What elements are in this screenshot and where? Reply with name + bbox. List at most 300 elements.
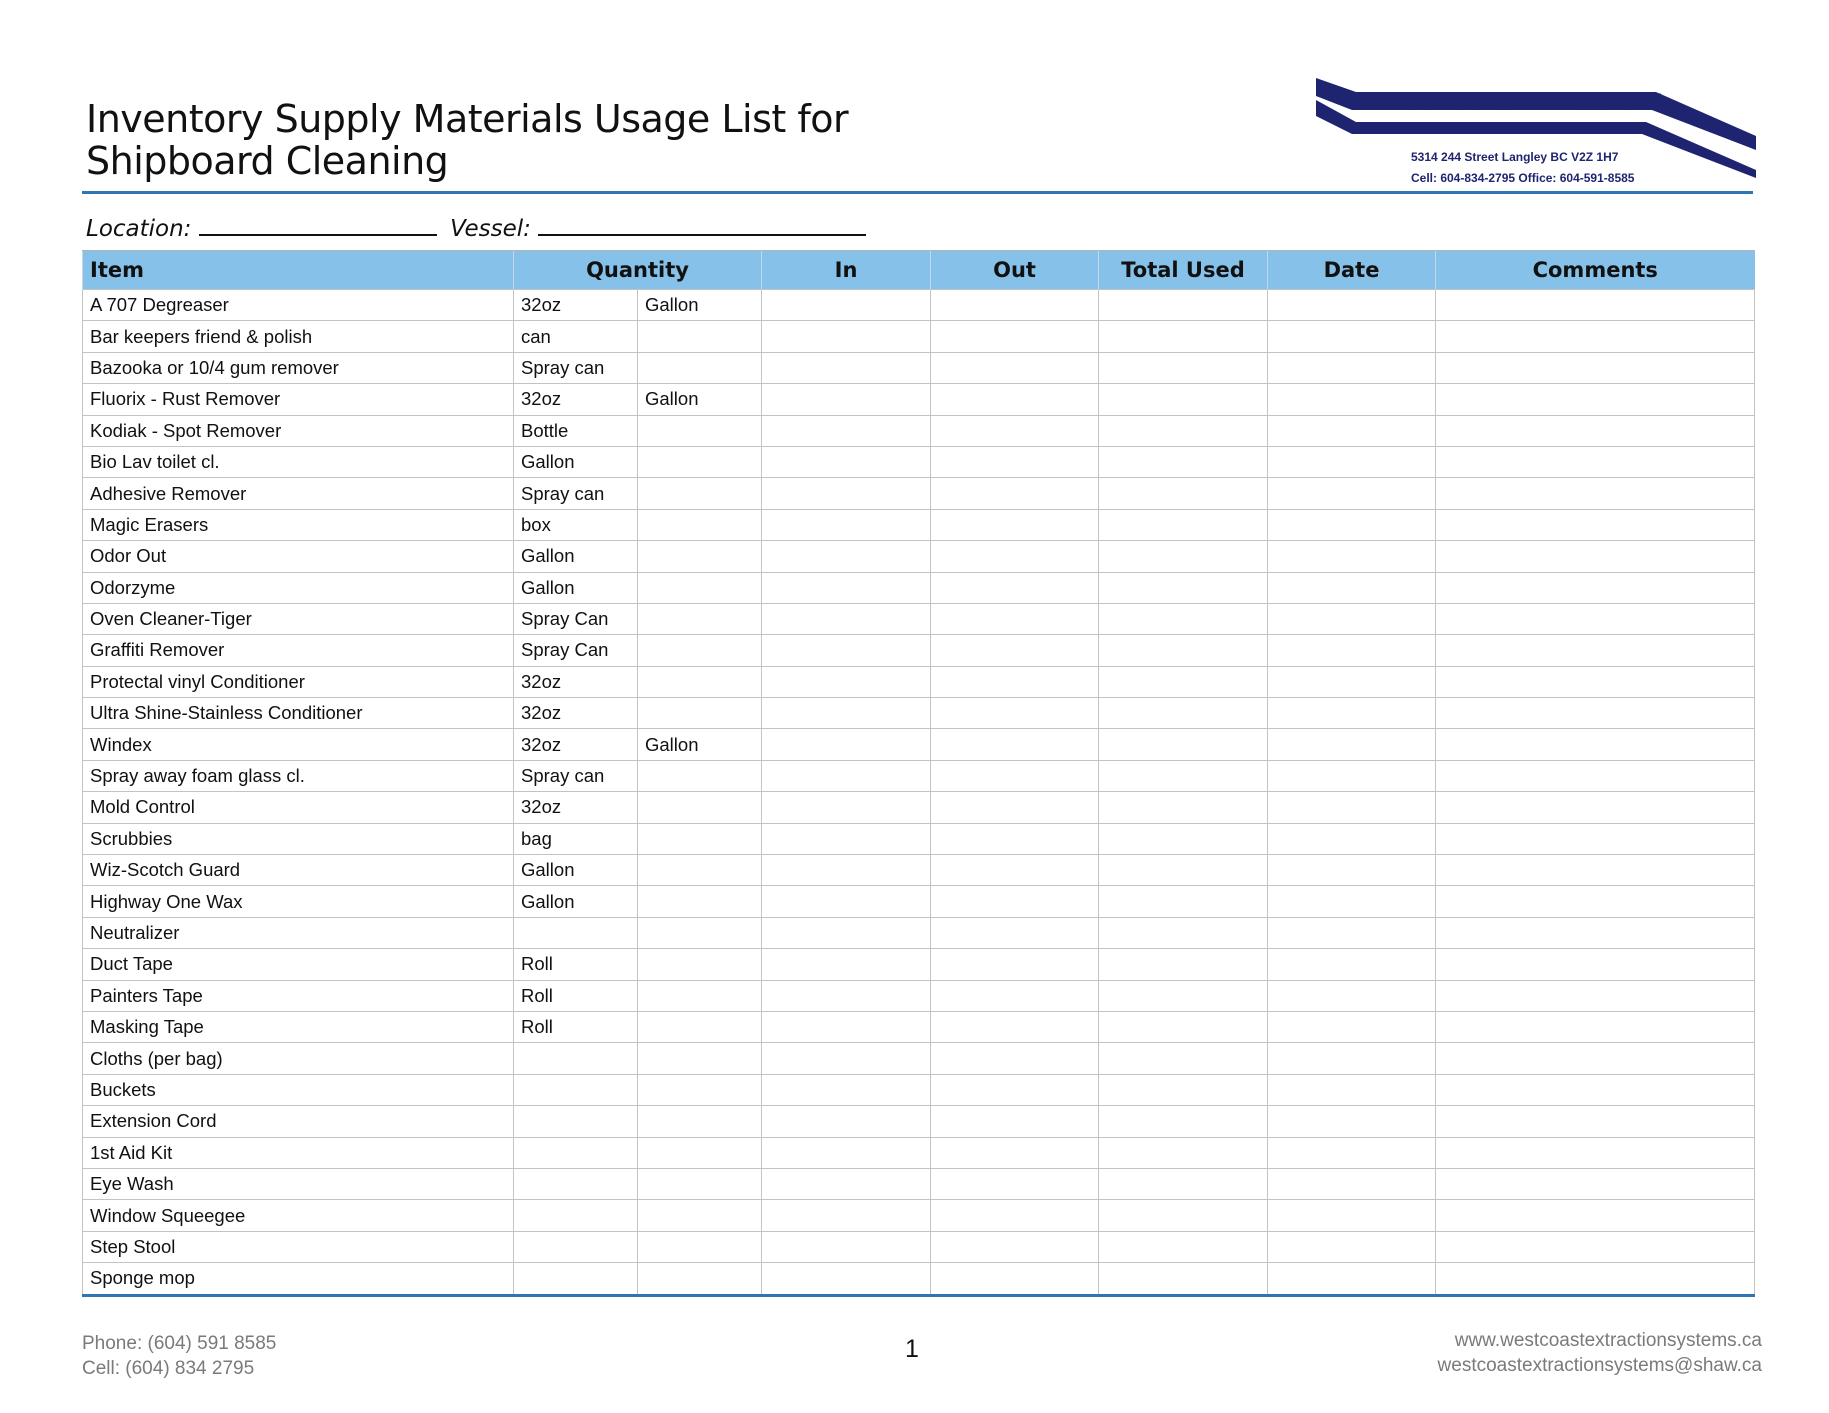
cell-in[interactable]	[762, 478, 931, 509]
cell-comments[interactable]	[1436, 321, 1755, 352]
cell-date[interactable]	[1268, 1043, 1436, 1074]
cell-total-used[interactable]	[1099, 1200, 1268, 1231]
cell-comments[interactable]	[1436, 603, 1755, 634]
cell-comments[interactable]	[1436, 1137, 1755, 1168]
cell-comments[interactable]	[1436, 980, 1755, 1011]
cell-item: Extension Cord	[83, 1106, 514, 1137]
table-row	[83, 1043, 1755, 1074]
cell-total-used[interactable]	[1099, 949, 1268, 980]
table-body	[83, 290, 1755, 1296]
cell-out[interactable]	[931, 792, 1099, 823]
table-row	[83, 1011, 1755, 1042]
cell-total-used[interactable]	[1099, 917, 1268, 948]
cell-qty-alt	[638, 1011, 762, 1042]
cell-out[interactable]	[931, 1263, 1099, 1295]
cell-comments[interactable]	[1436, 1200, 1755, 1231]
table-row	[83, 446, 1755, 477]
cell-qty-unit: Gallon	[514, 886, 638, 917]
cell-in[interactable]	[762, 1231, 931, 1262]
cell-qty-alt	[638, 635, 762, 666]
cell-total-used[interactable]	[1099, 886, 1268, 917]
title-divider	[82, 191, 1753, 194]
cell-qty-alt	[638, 1168, 762, 1199]
location-vessel-line	[86, 212, 866, 242]
cell-item: Oven Cleaner-Tiger	[83, 603, 514, 634]
cell-date[interactable]	[1268, 290, 1436, 321]
cell-item: Eye Wash	[83, 1168, 514, 1199]
cell-date[interactable]	[1268, 321, 1436, 352]
cell-qty-unit: Spray Can	[514, 635, 638, 666]
cell-comments[interactable]	[1436, 823, 1755, 854]
cell-out[interactable]	[931, 980, 1099, 1011]
cell-item: Protectal vinyl Conditioner	[83, 666, 514, 697]
cell-date[interactable]	[1268, 415, 1436, 446]
cell-qty-alt	[638, 1263, 762, 1295]
cell-comments[interactable]	[1436, 541, 1755, 572]
cell-in[interactable]	[762, 729, 931, 760]
cell-comments[interactable]	[1436, 792, 1755, 823]
cell-comments[interactable]	[1436, 886, 1755, 917]
cell-out[interactable]	[931, 478, 1099, 509]
header-total-used: Total Used	[1099, 251, 1268, 290]
cell-item: Bazooka or 10/4 gum remover	[83, 352, 514, 383]
cell-qty-unit: bag	[514, 823, 638, 854]
table-row	[83, 1200, 1755, 1231]
cell-qty-alt	[638, 855, 762, 886]
table-row	[83, 321, 1755, 352]
cell-item: Graffiti Remover	[83, 635, 514, 666]
cell-date[interactable]	[1268, 1137, 1436, 1168]
cell-in[interactable]	[762, 290, 931, 321]
cell-out[interactable]	[931, 760, 1099, 791]
cell-qty-unit: 32oz	[514, 698, 638, 729]
cell-comments[interactable]	[1436, 415, 1755, 446]
cell-date[interactable]	[1268, 698, 1436, 729]
table-row	[83, 823, 1755, 854]
cell-qty-alt: Gallon	[638, 729, 762, 760]
cell-qty-alt	[638, 541, 762, 572]
cell-in[interactable]	[762, 509, 931, 540]
cell-date[interactable]	[1268, 478, 1436, 509]
cell-qty-alt: Gallon	[638, 384, 762, 415]
cell-item: Odorzyme	[83, 572, 514, 603]
cell-item: Spray away foam glass cl.	[83, 760, 514, 791]
cell-item: Step Stool	[83, 1231, 514, 1262]
table-row	[83, 792, 1755, 823]
cell-comments[interactable]	[1436, 1011, 1755, 1042]
cell-qty-alt	[638, 666, 762, 697]
cell-in[interactable]	[762, 415, 931, 446]
cell-qty-unit	[514, 1074, 638, 1105]
cell-in[interactable]	[762, 603, 931, 634]
cell-item: A 707 Degreaser	[83, 290, 514, 321]
cell-qty-unit	[514, 917, 638, 948]
cell-qty-unit: Bottle	[514, 415, 638, 446]
cell-qty-unit: Spray Can	[514, 603, 638, 634]
cell-qty-unit: 32oz	[514, 792, 638, 823]
cell-qty-alt	[638, 478, 762, 509]
cell-item: Neutralizer	[83, 917, 514, 948]
cell-total-used[interactable]	[1099, 980, 1268, 1011]
cell-in[interactable]	[762, 1200, 931, 1231]
cell-in[interactable]	[762, 760, 931, 791]
table-row	[83, 1137, 1755, 1168]
cell-qty-unit	[514, 1263, 638, 1295]
table-row	[83, 352, 1755, 383]
table-row	[83, 666, 1755, 697]
cell-total-used[interactable]	[1099, 1231, 1268, 1262]
cell-out[interactable]	[931, 290, 1099, 321]
cell-item: Buckets	[83, 1074, 514, 1105]
cell-in[interactable]	[762, 980, 931, 1011]
cell-total-used[interactable]	[1099, 1137, 1268, 1168]
logo-company-name: West Coast Extraction Systems Ltd.	[1393, 92, 1667, 109]
cell-in[interactable]	[762, 635, 931, 666]
cell-date[interactable]	[1268, 446, 1436, 477]
header-out: Out	[931, 251, 1099, 290]
cell-qty-unit: 32oz	[514, 384, 638, 415]
cell-date[interactable]	[1268, 1074, 1436, 1105]
header-in: In	[762, 251, 931, 290]
cell-qty-unit: Gallon	[514, 572, 638, 603]
vessel-blank-field[interactable]	[538, 212, 866, 236]
cell-item: Window Squeegee	[83, 1200, 514, 1231]
cell-item: Bar keepers friend & polish	[83, 321, 514, 352]
footer-website-link[interactable]: www.westcoastextractionsystems.ca	[1454, 1330, 1762, 1351]
location-label: Location:	[86, 216, 192, 242]
cell-item: 1st Aid Kit	[83, 1137, 514, 1168]
cell-item: Windex	[83, 729, 514, 760]
cell-date[interactable]	[1268, 352, 1436, 383]
cell-total-used[interactable]	[1099, 1074, 1268, 1105]
cell-out[interactable]	[931, 949, 1099, 980]
cell-comments[interactable]	[1436, 509, 1755, 540]
cell-total-used[interactable]	[1099, 1263, 1268, 1295]
title-line-1: Inventory Supply Materials Usage List for	[86, 97, 849, 141]
cell-qty-unit	[514, 1200, 638, 1231]
table-row	[83, 949, 1755, 980]
footer-contact	[82, 1331, 276, 1381]
cell-out[interactable]	[931, 352, 1099, 383]
cell-total-used[interactable]	[1099, 729, 1268, 760]
cell-in[interactable]	[762, 321, 931, 352]
cell-in[interactable]	[762, 1106, 931, 1137]
table-row	[83, 1168, 1755, 1199]
cell-qty-alt	[638, 1200, 762, 1231]
cell-comments[interactable]	[1436, 572, 1755, 603]
cell-out[interactable]	[931, 415, 1099, 446]
cell-out[interactable]	[931, 917, 1099, 948]
cell-date[interactable]	[1268, 729, 1436, 760]
cell-comments[interactable]	[1436, 855, 1755, 886]
cell-item: Mold Control	[83, 792, 514, 823]
table-row	[83, 698, 1755, 729]
cell-qty-unit: Gallon	[514, 855, 638, 886]
cell-total-used[interactable]	[1099, 823, 1268, 854]
cell-comments[interactable]	[1436, 1043, 1755, 1074]
cell-in[interactable]	[762, 384, 931, 415]
cell-total-used[interactable]	[1099, 603, 1268, 634]
cell-qty-unit: Gallon	[514, 446, 638, 477]
cell-out[interactable]	[931, 321, 1099, 352]
cell-total-used[interactable]	[1099, 290, 1268, 321]
cell-in[interactable]	[762, 1043, 931, 1074]
cell-out[interactable]	[931, 603, 1099, 634]
cell-out[interactable]	[931, 823, 1099, 854]
cell-comments[interactable]	[1436, 1263, 1755, 1295]
cell-qty-alt	[638, 760, 762, 791]
cell-item: Duct Tape	[83, 949, 514, 980]
cell-qty-unit: Roll	[514, 949, 638, 980]
cell-qty-unit: Gallon	[514, 541, 638, 572]
table-row	[83, 1231, 1755, 1262]
cell-item: Kodiak - Spot Remover	[83, 415, 514, 446]
footer-web	[1438, 1328, 1762, 1378]
cell-comments[interactable]	[1436, 729, 1755, 760]
cell-total-used[interactable]	[1099, 509, 1268, 540]
cell-date[interactable]	[1268, 917, 1436, 948]
cell-in[interactable]	[762, 1011, 931, 1042]
cell-out[interactable]	[931, 572, 1099, 603]
cell-date[interactable]	[1268, 760, 1436, 791]
table-row	[83, 1106, 1755, 1137]
table-row	[83, 886, 1755, 917]
table-header-row	[83, 251, 1755, 290]
cell-date[interactable]	[1268, 1011, 1436, 1042]
cell-comments[interactable]	[1436, 698, 1755, 729]
table-row	[83, 509, 1755, 540]
cell-in[interactable]	[762, 1168, 931, 1199]
cell-comments[interactable]	[1436, 352, 1755, 383]
cell-out[interactable]	[931, 1137, 1099, 1168]
header-quantity: Quantity	[514, 251, 762, 290]
cell-total-used[interactable]	[1099, 572, 1268, 603]
cell-out[interactable]	[931, 855, 1099, 886]
cell-in[interactable]	[762, 1074, 931, 1105]
cell-out[interactable]	[931, 1011, 1099, 1042]
cell-date[interactable]	[1268, 635, 1436, 666]
cell-total-used[interactable]	[1099, 321, 1268, 352]
header-item: Item	[83, 251, 514, 290]
cell-date[interactable]	[1268, 666, 1436, 697]
cell-date[interactable]	[1268, 855, 1436, 886]
cell-date[interactable]	[1268, 792, 1436, 823]
header-date: Date	[1268, 251, 1436, 290]
cell-total-used[interactable]	[1099, 666, 1268, 697]
cell-qty-alt	[638, 415, 762, 446]
cell-item: Masking Tape	[83, 1011, 514, 1042]
cell-out[interactable]	[931, 1106, 1099, 1137]
cell-item: Scrubbies	[83, 823, 514, 854]
cell-comments[interactable]	[1436, 1074, 1755, 1105]
cell-qty-alt	[638, 792, 762, 823]
cell-in[interactable]	[762, 917, 931, 948]
table-row	[83, 478, 1755, 509]
cell-comments[interactable]	[1436, 478, 1755, 509]
cell-date[interactable]	[1268, 980, 1436, 1011]
cell-qty-unit: Spray can	[514, 352, 638, 383]
cell-date[interactable]	[1268, 1106, 1436, 1137]
footer-phone: Phone: (604) 591 8585	[82, 1333, 277, 1354]
cell-qty-alt	[638, 949, 762, 980]
cell-out[interactable]	[931, 509, 1099, 540]
cell-in[interactable]	[762, 1137, 931, 1168]
cell-qty-unit	[514, 1043, 638, 1074]
cell-qty-alt	[638, 1106, 762, 1137]
cell-qty-unit	[514, 1106, 638, 1137]
cell-qty-alt	[638, 980, 762, 1011]
cell-comments[interactable]	[1436, 917, 1755, 948]
table-row	[83, 415, 1755, 446]
table-row	[83, 1074, 1755, 1105]
cell-in[interactable]	[762, 666, 931, 697]
table-row	[83, 760, 1755, 791]
table-row	[83, 1263, 1755, 1295]
cell-qty-unit: Roll	[514, 1011, 638, 1042]
cell-qty-unit	[514, 1231, 638, 1262]
cell-total-used[interactable]	[1099, 635, 1268, 666]
cell-qty-unit: 32oz	[514, 290, 638, 321]
cell-qty-unit	[514, 1137, 638, 1168]
cell-out[interactable]	[931, 1043, 1099, 1074]
cell-qty-alt	[638, 886, 762, 917]
cell-out[interactable]	[931, 1231, 1099, 1262]
cell-qty-alt	[638, 352, 762, 383]
cell-total-used[interactable]	[1099, 446, 1268, 477]
cell-out[interactable]	[931, 1168, 1099, 1199]
cell-qty-alt	[638, 1043, 762, 1074]
cell-out[interactable]	[931, 729, 1099, 760]
cell-qty-unit: can	[514, 321, 638, 352]
cell-comments[interactable]	[1436, 666, 1755, 697]
cell-date[interactable]	[1268, 509, 1436, 540]
cell-comments[interactable]	[1436, 384, 1755, 415]
cell-date[interactable]	[1268, 1200, 1436, 1231]
cell-item: Cloths (per bag)	[83, 1043, 514, 1074]
cell-comments[interactable]	[1436, 290, 1755, 321]
cell-item: Sponge mop	[83, 1263, 514, 1295]
cell-item: Magic Erasers	[83, 509, 514, 540]
cell-date[interactable]	[1268, 823, 1436, 854]
cell-total-used[interactable]	[1099, 1106, 1268, 1137]
cell-date[interactable]	[1268, 1263, 1436, 1295]
cell-in[interactable]	[762, 572, 931, 603]
cell-comments[interactable]	[1436, 1106, 1755, 1137]
cell-out[interactable]	[931, 666, 1099, 697]
cell-in[interactable]	[762, 792, 931, 823]
cell-out[interactable]	[931, 1200, 1099, 1231]
cell-item: Wiz-Scotch Guard	[83, 855, 514, 886]
logo-address: 5314 244 Street Langley BC V2Z 1H7	[1411, 150, 1619, 164]
cell-total-used[interactable]	[1099, 478, 1268, 509]
table-row	[83, 603, 1755, 634]
cell-item: Odor Out	[83, 541, 514, 572]
cell-qty-alt	[638, 917, 762, 948]
table-row	[83, 635, 1755, 666]
title-line-2: Shipboard Cleaning	[86, 139, 449, 183]
cell-qty-unit: Spray can	[514, 478, 638, 509]
cell-in[interactable]	[762, 541, 931, 572]
cell-total-used[interactable]	[1099, 1043, 1268, 1074]
cell-qty-alt	[638, 572, 762, 603]
cell-qty-alt	[638, 1231, 762, 1262]
cell-in[interactable]	[762, 352, 931, 383]
cell-in[interactable]	[762, 823, 931, 854]
cell-out[interactable]	[931, 635, 1099, 666]
cell-in[interactable]	[762, 446, 931, 477]
cell-comments[interactable]	[1436, 1231, 1755, 1262]
table-row	[83, 980, 1755, 1011]
cell-comments[interactable]	[1436, 949, 1755, 980]
footer-cell: Cell: (604) 834 2795	[82, 1358, 255, 1379]
cell-total-used[interactable]	[1099, 541, 1268, 572]
cell-qty-unit: box	[514, 509, 638, 540]
vessel-label: Vessel:	[450, 216, 531, 242]
location-blank-field[interactable]	[199, 212, 437, 236]
cell-qty-alt	[638, 446, 762, 477]
cell-qty-alt	[638, 823, 762, 854]
cell-date[interactable]	[1268, 886, 1436, 917]
cell-qty-unit: 32oz	[514, 666, 638, 697]
table-row	[83, 572, 1755, 603]
cell-comments[interactable]	[1436, 635, 1755, 666]
table-row	[83, 729, 1755, 760]
cell-date[interactable]	[1268, 949, 1436, 980]
cell-out[interactable]	[931, 446, 1099, 477]
cell-qty-alt	[638, 1074, 762, 1105]
cell-total-used[interactable]	[1099, 760, 1268, 791]
cell-date[interactable]	[1268, 572, 1436, 603]
cell-in[interactable]	[762, 949, 931, 980]
cell-in[interactable]	[762, 886, 931, 917]
cell-out[interactable]	[931, 698, 1099, 729]
cell-total-used[interactable]	[1099, 855, 1268, 886]
cell-comments[interactable]	[1436, 760, 1755, 791]
cell-date[interactable]	[1268, 1231, 1436, 1262]
cell-total-used[interactable]	[1099, 384, 1268, 415]
table-row	[83, 855, 1755, 886]
cell-comments[interactable]	[1436, 1168, 1755, 1199]
cell-in[interactable]	[762, 855, 931, 886]
cell-date[interactable]	[1268, 603, 1436, 634]
cell-in[interactable]	[762, 1263, 931, 1295]
table-row	[83, 917, 1755, 948]
cell-out[interactable]	[931, 886, 1099, 917]
cell-out[interactable]	[931, 384, 1099, 415]
cell-item: Ultra Shine-Stainless Conditioner	[83, 698, 514, 729]
inventory-table	[82, 250, 1755, 1297]
cell-total-used[interactable]	[1099, 352, 1268, 383]
cell-date[interactable]	[1268, 1168, 1436, 1199]
cell-total-used[interactable]	[1099, 415, 1268, 446]
cell-comments[interactable]	[1436, 446, 1755, 477]
cell-qty-unit: Spray can	[514, 760, 638, 791]
cell-total-used[interactable]	[1099, 1011, 1268, 1042]
cell-qty-alt	[638, 698, 762, 729]
cell-total-used[interactable]	[1099, 1168, 1268, 1199]
cell-in[interactable]	[762, 698, 931, 729]
cell-qty-unit	[514, 1168, 638, 1199]
cell-total-used[interactable]	[1099, 792, 1268, 823]
cell-item: Highway One Wax	[83, 886, 514, 917]
cell-date[interactable]	[1268, 541, 1436, 572]
footer-email-link[interactable]: westcoastextractionsystems@shaw.ca	[1437, 1355, 1762, 1376]
cell-out[interactable]	[931, 1074, 1099, 1105]
cell-out[interactable]	[931, 541, 1099, 572]
cell-total-used[interactable]	[1099, 698, 1268, 729]
cell-qty-alt	[638, 603, 762, 634]
cell-date[interactable]	[1268, 384, 1436, 415]
